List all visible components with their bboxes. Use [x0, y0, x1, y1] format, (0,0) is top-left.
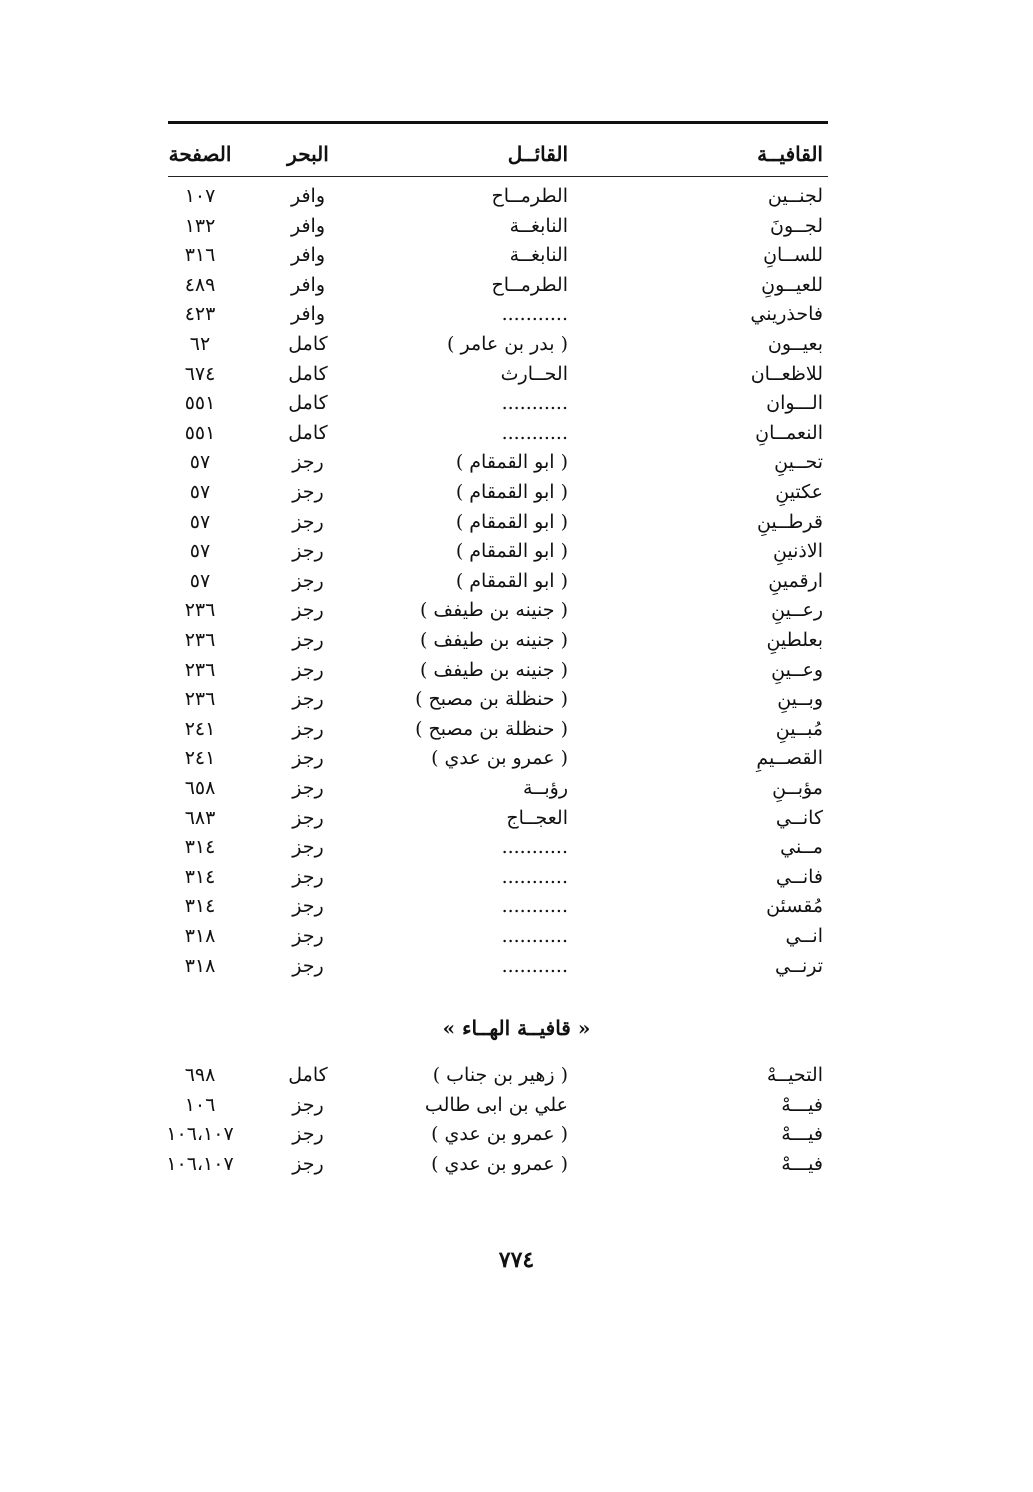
bahr-cell: كامل — [288, 1064, 328, 1086]
table-row — [0, 329, 1033, 359]
qafiya-cell: فيـــهْ — [781, 1152, 823, 1175]
table-row — [0, 447, 1033, 477]
header-bahr: البحر — [287, 142, 329, 166]
bahr-cell: كامل — [288, 421, 328, 444]
page-cell: ٦٥٨ — [184, 777, 216, 799]
table-row — [0, 211, 1033, 241]
qafiya-cell: عكتينِ — [775, 481, 823, 503]
qafiya-cell: بعيــون — [767, 333, 823, 355]
table-header — [0, 139, 1033, 169]
table-row — [0, 803, 1033, 833]
table-row — [0, 595, 1033, 625]
page-cell: ٢٤١ — [184, 747, 216, 770]
qafiya-cell: فيـــهْ — [781, 1123, 823, 1146]
header-qafiya: القافيــة — [757, 142, 823, 166]
table-row — [0, 299, 1033, 329]
header-page: الصفحة — [168, 142, 232, 166]
qail-cell: ........... — [501, 954, 568, 977]
page-cell: ٣١٤ — [184, 865, 216, 888]
qail-cell: الحــارث — [500, 362, 568, 385]
qafiya-cell: كانــي — [775, 806, 823, 829]
bahr-cell: رجز — [292, 777, 324, 799]
qafiya-cell: ارقمينِ — [768, 569, 823, 592]
page-cell: ٢٣٦ — [184, 629, 216, 651]
header-qail: القائــل — [507, 142, 568, 166]
page-cell: ٥٧ — [189, 451, 211, 474]
qafiya-cell: لجنــين — [767, 185, 823, 207]
page-cell: ٥٧ — [189, 481, 211, 503]
qafiya-cell: الاذنينِ — [772, 540, 823, 563]
bahr-cell: وافر — [290, 303, 326, 326]
table-row — [0, 862, 1033, 892]
bahr-cell: كامل — [288, 392, 328, 415]
page-cell: ١٠٦،١٠٧ — [166, 1152, 234, 1175]
table-row — [0, 1149, 1033, 1179]
bahr-cell: رجز — [292, 569, 324, 592]
page-cell: ٦٧٤ — [184, 362, 216, 385]
qail-cell: رؤبــة — [523, 777, 568, 799]
table-row — [0, 270, 1033, 300]
bahr-cell: رجز — [292, 865, 324, 888]
page-cell: ١٠٧ — [184, 185, 216, 207]
qafiya-cell: فاحذريني — [750, 303, 823, 326]
table-row — [0, 951, 1033, 981]
bahr-cell: رجز — [292, 1093, 324, 1116]
page-cell: ٤٢٣ — [184, 303, 216, 326]
qail-cell: ........... — [501, 895, 568, 918]
qafiya-cell: مــني — [780, 836, 823, 859]
table-row — [0, 181, 1033, 211]
table-row — [0, 566, 1033, 596]
bahr-cell: رجز — [292, 629, 324, 651]
qail-cell: ( ابو القمقام ) — [455, 451, 568, 474]
qafiya-cell: للعيــونِ — [761, 273, 823, 296]
page-cell: ٣١٤ — [184, 836, 216, 859]
bahr-cell: رجز — [292, 925, 324, 947]
table-row — [0, 832, 1033, 862]
qail-cell: ( زهير بن جناب ) — [432, 1064, 568, 1086]
table-row — [0, 1119, 1033, 1149]
header-rule — [168, 176, 828, 177]
qail-cell: ( عمرو بن عدي ) — [431, 747, 568, 770]
table-row — [0, 1090, 1033, 1120]
qafiya-cell: النعمــانِ — [755, 421, 823, 444]
qail-cell: ........... — [501, 421, 568, 444]
bahr-cell: رجز — [292, 747, 324, 770]
qafiya-cell: مؤبــنِ — [772, 777, 823, 799]
bahr-cell: رجز — [292, 481, 324, 503]
table-row — [0, 477, 1033, 507]
qafiya-cell: للســانِ — [763, 244, 823, 267]
qail-cell: علي بن ابى طالب — [424, 1093, 568, 1116]
qafiya-cell: مُقسئن — [766, 895, 823, 918]
bahr-cell: رجز — [292, 658, 324, 681]
page-number: ٧٧٤ — [498, 1247, 535, 1273]
bahr-cell: وافر — [290, 185, 326, 207]
qail-cell: النابغــة — [509, 214, 568, 237]
bahr-cell: رجز — [292, 451, 324, 474]
bahr-cell: وافر — [290, 214, 326, 237]
qafiya-cell: ترنــي — [774, 954, 823, 977]
top-rule — [168, 121, 828, 124]
page-cell: ٦٢ — [189, 333, 211, 355]
qail-cell: ( ابو القمقام ) — [455, 481, 568, 503]
page-cell: ٣١٨ — [184, 954, 216, 977]
table-row — [0, 359, 1033, 389]
qafiya-cell: القصــيمِ — [756, 747, 823, 770]
qafiya-cell: الـــوان — [766, 392, 823, 415]
qail-cell: ( جنينه بن طيفف ) — [419, 629, 568, 651]
qafiya-cell: وعــينِ — [771, 658, 823, 681]
qafiya-cell: فيـــهْ — [781, 1093, 823, 1116]
qafiya-cell: لجــونَ — [770, 214, 823, 237]
qail-cell: ........... — [501, 925, 568, 947]
qail-cell: العجــاج — [506, 806, 568, 829]
qafiya-cell: بعلطينِ — [766, 629, 823, 651]
bahr-cell: وافر — [290, 273, 326, 296]
qafiya-cell: رعــينِ — [771, 599, 823, 622]
table-row — [0, 714, 1033, 744]
qail-cell: ( عمرو بن عدي ) — [431, 1152, 568, 1175]
qafiya-cell: قرطــينِ — [756, 510, 823, 533]
qafiya-cell: انــي — [785, 925, 823, 947]
table-row — [0, 240, 1033, 270]
page-cell: ٦٩٨ — [184, 1064, 216, 1086]
page-cell: ٢٣٦ — [184, 599, 216, 622]
page-cell: ٤٨٩ — [184, 273, 216, 296]
bahr-cell: رجز — [292, 510, 324, 533]
bahr-cell: كامل — [288, 333, 328, 355]
qail-cell: ( جنينه بن طيفف ) — [419, 599, 568, 622]
qafiya-cell: وبــينِ — [777, 688, 823, 711]
qail-cell: ( عمرو بن عدي ) — [431, 1123, 568, 1146]
page-cell: ١٣٢ — [184, 214, 216, 237]
bahr-cell: رجز — [292, 540, 324, 563]
bahr-cell: رجز — [292, 954, 324, 977]
page-cell: ٣١٦ — [184, 244, 216, 267]
table-row — [0, 655, 1033, 685]
qail-cell: ( بدر بن عامر ) — [447, 333, 568, 355]
qail-cell: ........... — [501, 303, 568, 326]
bahr-cell: رجز — [292, 895, 324, 918]
page-cell: ٣١٤ — [184, 895, 216, 918]
table-row — [0, 418, 1033, 448]
qail-cell: ( ابو القمقام ) — [455, 569, 568, 592]
qail-cell: الطرمــاح — [491, 185, 568, 207]
page-cell: ٥٧ — [189, 540, 211, 563]
qafiya-cell: تحــينِ — [774, 451, 823, 474]
page-cell: ٥٥١ — [184, 421, 216, 444]
qail-cell: ( جنينه بن طيفف ) — [419, 658, 568, 681]
qail-cell: ........... — [501, 392, 568, 415]
qail-cell: الطرمــاح — [491, 273, 568, 296]
page-cell: ٥٥١ — [184, 392, 216, 415]
table-row — [0, 1060, 1033, 1090]
table-row — [0, 388, 1033, 418]
page-cell: ٥٧ — [189, 510, 211, 533]
qafiya-cell: فانــي — [775, 865, 823, 888]
qail-cell: ( حنظلة بن مصبح ) — [415, 717, 568, 740]
table-row — [0, 507, 1033, 537]
bahr-cell: رجز — [292, 836, 324, 859]
qafiya-cell: للاظعــان — [750, 362, 823, 385]
qail-cell: ( حنظلة بن مصبح ) — [415, 688, 568, 711]
qafiya-cell: التحيــهْ — [766, 1064, 823, 1086]
bahr-cell: رجز — [292, 717, 324, 740]
table-row — [0, 773, 1033, 803]
page-cell: ٣١٨ — [184, 925, 216, 947]
page-cell: ١٠٦ — [184, 1093, 216, 1116]
bahr-cell: وافر — [290, 244, 326, 267]
page-cell: ٥٧ — [189, 569, 211, 592]
qail-cell: ........... — [501, 865, 568, 888]
table-row — [0, 891, 1033, 921]
page-cell: ٢٣٦ — [184, 658, 216, 681]
page-cell: ٢٤١ — [184, 717, 216, 740]
bahr-cell: رجز — [292, 1152, 324, 1175]
bahr-cell: رجز — [292, 806, 324, 829]
qail-cell: النابغــة — [509, 244, 568, 267]
qail-cell: ( ابو القمقام ) — [455, 510, 568, 533]
table-row — [0, 536, 1033, 566]
section-title: « قافيــة الهــاء » — [442, 1016, 591, 1040]
bahr-cell: رجز — [292, 599, 324, 622]
qail-cell: ........... — [501, 836, 568, 859]
page-cell: ٢٣٦ — [184, 688, 216, 711]
table-row — [0, 684, 1033, 714]
bahr-cell: رجز — [292, 688, 324, 711]
page-cell: ٦٨٣ — [184, 806, 216, 829]
table-row — [0, 921, 1033, 951]
qafiya-cell: مُبــينِ — [775, 717, 823, 740]
bahr-cell: رجز — [292, 1123, 324, 1146]
table-row — [0, 625, 1033, 655]
table-row — [0, 743, 1033, 773]
bahr-cell: كامل — [288, 362, 328, 385]
page-cell: ١٠٦،١٠٧ — [166, 1123, 234, 1146]
qail-cell: ( ابو القمقام ) — [455, 540, 568, 563]
